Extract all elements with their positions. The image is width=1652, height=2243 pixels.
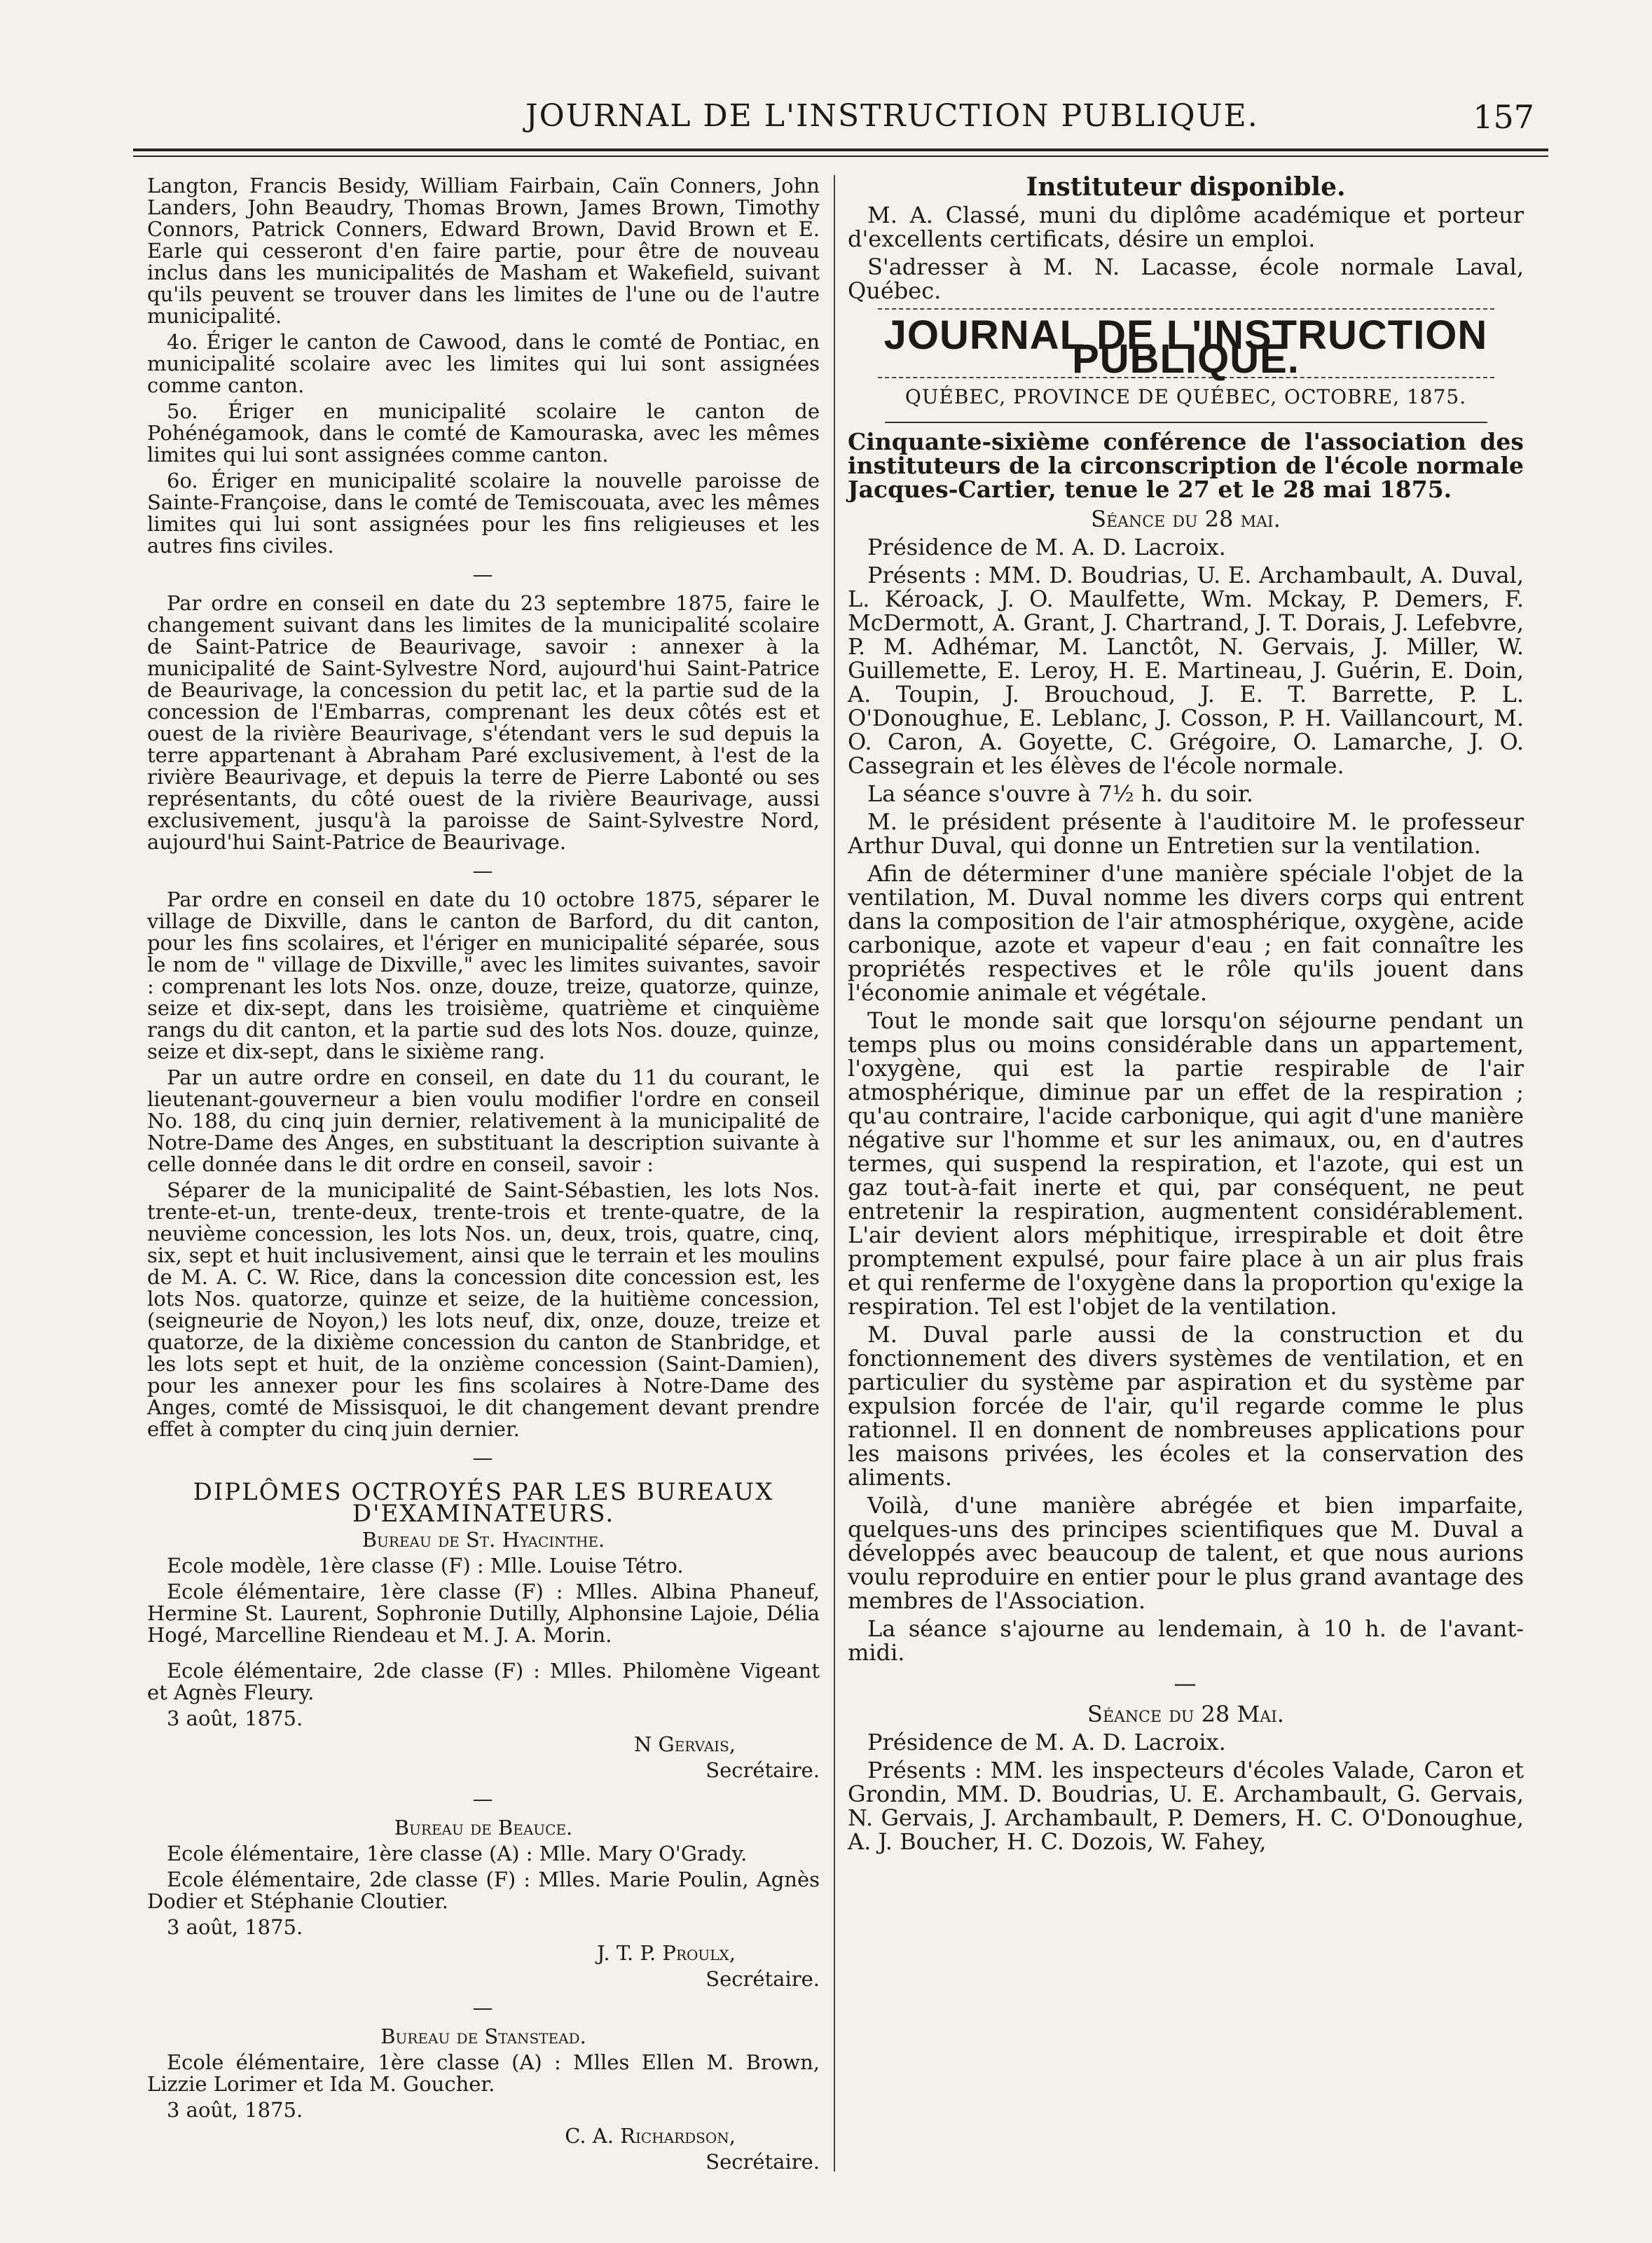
paragraph: M. Duval parle aussi de la construction et du fonctionnement des divers systèmes de ventilation, et en particulier du système par aspiration et du système par expulsion forcée de l'air, qu'il regarde comme le plus rationnel. Il en donnent de nombreuses applications pour les maisons privées, les écoles et la conservation des aliments. — [848, 1321, 1524, 1491]
column-divider — [834, 175, 835, 2172]
running-title: JOURNAL DE L'INSTRUCTION PUBLIQUE. — [525, 98, 1259, 134]
paragraph: Voilà, d'une manière abrégée et bien imparfaite, quelques-uns des principes scientifiques que M. Duval a développés avec beaucoup de talent, et que nous aurions voulu reproduire en entier pour le plus grand avantage des membres de l'Association. — [848, 1492, 1524, 1614]
section-dash: — — [472, 1446, 495, 1470]
presidence: Présidence de M. A. D. Lacroix. — [867, 534, 1226, 560]
paragraph: M. le président présente à l'auditoire M. le professeur Arthur Duval, qui donne un Entretien sur la ventilation. — [848, 808, 1524, 859]
diploma-entry: Ecole élémentaire, 1ère classe (A) : Mlles Ellen M. Brown, Lizzie Lorimer et Ida M. Goucher. — [147, 2050, 820, 2096]
dateline: QUÉBEC, PROVINCE DE QUÉBEC, OCTOBRE, 1875. — [904, 385, 1467, 408]
section-dash: — — [472, 1996, 495, 2020]
signature-role: Secrétaire. — [705, 1967, 820, 1991]
seance-heading: Séance du 28 mai. — [1091, 506, 1281, 532]
paragraph: Par ordre en conseil en date du 10 octobre 1875, séparer le village de Dixville, dans le canton de Barford, du dit canton, pour les fins scolaires, et l'ériger en municipalité séparée, sous le nom de " village de Dixville," avec les limites suivantes, savoir : comprenant les lots Nos. onze, douze, treize, quatorze, quinze, seize et dix-sept, dans les troisième, quatrième et cinquième rangs du dit canton, et la partie sud des lots Nos. douze, quinze, seize et dix-sept, dans le sixième rang. — [147, 888, 820, 1063]
section-dash: — — [472, 563, 495, 586]
page-number: 157 — [1473, 98, 1534, 136]
paragraph: La séance s'ouvre à 7½ h. du soir. — [867, 780, 1254, 807]
presidence: Présidence de M. A. D. Lacroix. — [867, 1729, 1226, 1755]
paragraph: Afin de déterminer d'une manière spéciale l'objet de la ventilation, M. Duval nomme les divers corps qui entrent dans la composition de l'air atmosphérique, oxygène, acide carbonique, azote et vapeur d'eau ; en fait connaître les propriétés respectives et le rôle qu'ils jouent dans l'économie animale et végétale. — [848, 860, 1524, 1006]
paragraph: 6o. Ériger en municipalité scolaire la nouvelle paroisse de Sainte-Françoise, dans le comté de Temiscouata, avec les mêmes limites qui lui sont assignées pour les fins religieuses et les autres fins civiles. — [147, 469, 820, 558]
bureau-heading: Bureau de Stanstead. — [380, 2024, 586, 2048]
journal-title: JOURNAL DE L'INSTRUCTION PUBLIQUE. — [883, 312, 1488, 382]
paragraph: 5o. Ériger en municipalité scolaire le canton de Pohénégamook, dans le comté de Kamouraska, avec les mêmes limites qui lui sont assignées comme canton. — [147, 399, 820, 467]
bureau-heading: Bureau de Beauce. — [394, 1816, 573, 1840]
diploma-entry: Ecole élémentaire, 2de classe (F) : Mlles. Philomène Vigeant et Agnès Fleury. — [147, 1659, 820, 1704]
diplomes-heading: DIPLÔMES OCTROYÉS PAR LES BUREAUX D'EXAMINATEURS. — [193, 1478, 774, 1528]
signature: J. T. P. Proulx, — [597, 1941, 736, 1965]
paragraph: Langton, Francis Besidy, William Fairbain, Caïn Conners, John Landers, John Beaudry, Thomas Brown, James Brown, Timothy Connors, Patrick Conners, Edward Brown, David Brown et E. Earle qui cesseront d'en faire partie, pour être de nouveau inclus dans les municipalités de Masham et Wakefield, suivant qu'ils peuvent se trouver dans les limites de l'une ou de l'autre municipalité. — [147, 174, 820, 328]
paragraph: Séparer de la municipalité de Saint-Sébastien, les lots Nos. trente-et-un, trente-deux, trente-trois et trente-quatre, de la neuvième concession, les lots Nos. un, deux, trois, quatre, cinq, six, sept et huit inclusivement, ainsi que le terrain et les moulins de M. A. C. W. Rice, dans la concession dite concession est, les lots Nos. quatorze, quinze et seize, de la huitième concession, (seigneurie de Noyon,) les lots neuf, dix, onze, douze, treize et quatorze, de la dixième concession du canton de Stanbridge, et les lots sept et huit, de la onzième concession (Saint-Damien), pour les annexer pour les fins scolaires à Notre-Dame des Anges, comté de Missisquoi, le dit changement devant prendre effet à compter du cinq juin dernier. — [147, 1178, 820, 1441]
diploma-entry: Ecole élémentaire, 1ère classe (F) : Mlles. Albina Phaneuf, Hermine St. Laurent, Sophronie Dutilly, Alphonsine Lajoie, Délia Hogé, Marcelline Riendeau et M. J. A. Morin. — [147, 1580, 820, 1647]
right-column — [848, 172, 1524, 1858]
notice-address: S'adresser à M. N. Lacasse, école normale Laval, Québec. — [848, 254, 1524, 304]
signature-role: Secrétaire. — [705, 2150, 820, 2174]
signature: C. A. Richardson, — [565, 2124, 736, 2148]
presents-list: Présents : MM. D. Boudrias, U. E. Archambault, A. Duval, L. Kéroack, J. O. Maulfette, Wm. Mckay, P. Demers, F. McDermott, A. Grant, J. Chartrand, J. T. Dorais, J. Lefebvre, P. M. Adhémar, M. Lanctôt, N. Gervais, J. Miller, W. Guillemette, E. Leroy, H. E. Martineau, J. Guérin, E. Doin, A. Toupin, J. Brouchoud, J. E. T. Barrette, P. L. O'Donoughue, E. Leblanc, J. Cosson, P. H. Vaillancourt, M. O. Caron, A. Goyette, C. Grégoire, O. Lamarche, J. O. Cassegrain et les élèves de l'école normale. — [848, 562, 1524, 779]
bureau-heading: Bureau de St. Hyacinthe. — [362, 1528, 605, 1552]
signature: N Gervais, — [633, 1732, 736, 1756]
section-dash: — — [472, 859, 495, 883]
paragraph: Par ordre en conseil en date du 23 septembre 1875, faire le changement suivant dans les limites de la municipalité scolaire de Saint-Patrice de Beaurivage, savoir : annexer à la municipalité de Saint-Sylvestre Nord, aujourd'hui Saint-Patrice de Beaurivage, la concession du petit lac, et la partie sud de la concession de l'Embarras, comprenant les deux côtés est et ouest de la rivière Beaurivage, s'étendant vers le sud depuis la terre appartenant à Abraham Paré exclusivement, à l'est de la rivière Beaurivage, et depuis la terre de Pierre Labonté ou ses représentants, du côté ouest de la rivière Beaurivage, aussi exclusivement, jusqu'à la paroisse de Saint-Sylvestre Nord, aujourd'hui Saint-Patrice de Beaurivage. — [147, 591, 820, 854]
section-dash: — — [1173, 1670, 1198, 1697]
notice-heading: Instituteur disponible. — [1026, 172, 1346, 202]
presents-list: Présents : MM. les inspecteurs d'écoles Valade, Caron et Grondin, MM. D. Boudrias, U. E. Archambault, G. Gervais, N. Gervais, J. Archambault, P. Demers, H. C. O'Donoughue, A. J. Boucher, H. C. Dozois, W. Fahey, — [848, 1757, 1524, 1855]
conference-title: Cinquante-sixième conférence de l'association des instituteurs de la circonscription de l'école normale Jacques-Cartier, tenue le 27 et le 28 mai 1875. — [848, 428, 1524, 503]
signature-role: Secrétaire. — [705, 1758, 820, 1782]
divider-line — [885, 422, 1487, 423]
page-header — [140, 98, 1541, 140]
paragraph: 4o. Ériger le canton de Cawood, dans le comté de Pontiac, en municipalité scolaire avec les limites qui lui sont assignées comme canton. — [147, 330, 820, 397]
seance-heading: Séance du 28 Mai. — [1087, 1701, 1284, 1727]
divider-line — [878, 308, 1494, 310]
paragraph: Tout le monde sait que lorsqu'on séjourne pendant un temps plus ou moins considérable dans un appartement, l'oxygène, qui est la partie respirable de l'air atmosphérique, diminue par un effet de la respiration ; qu'au contraire, l'acide carbonique, qui agit d'une manière négative sur l'homme et sur les animaux, ou, en d'autres termes, qui suspend la respiration, et l'azote, qui est un gaz tout-à-fait inerte et qui, par conséquent, ne peut entretenir la respiration, augmentent considérablement. L'air devient alors méphitique, irrespirable et doit être promptement expulsé, pour faire place à un air plus frais et qui renferme de l'oxygène dans la proportion qu'exige la respiration. Tel est l'objet de la ventilation. — [848, 1007, 1524, 1320]
diploma-entry: Ecole modèle, 1ère classe (F) : Mlle. Louise Tétro. — [167, 1554, 684, 1578]
diploma-entry: Ecole élémentaire, 2de classe (F) : Mlles. Marie Poulin, Agnès Dodier et Stéphanie Cloutier. — [147, 1868, 820, 1913]
notice-text: M. A. Classé, muni du diplôme académique et porteur d'excellents certificats, désire un emploi. — [848, 202, 1524, 252]
section-dash: — — [472, 1787, 495, 1811]
header-rule-thin — [133, 156, 1548, 157]
header-rule — [133, 149, 1548, 151]
left-column — [147, 175, 820, 2177]
diploma-date: 3 août, 1875. — [167, 1915, 303, 1939]
diploma-date: 3 août, 1875. — [167, 1706, 303, 1730]
paragraph: La séance s'ajourne au lendemain, à 10 h. de l'avant-midi. — [848, 1615, 1524, 1666]
diploma-date: 3 août, 1875. — [167, 2098, 303, 2122]
diploma-entry: Ecole élémentaire, 1ère classe (A) : Mlle. Mary O'Grady. — [167, 1842, 748, 1865]
paragraph: Par un autre ordre en conseil, en date du 11 du courant, le lieutenant-gouverneur a bien voulu modifier l'ordre en conseil No. 188, du cinq juin dernier, relativement à la municipalité de Notre-Dame des Anges, en substituant la description suivante à celle donnée dans le dit ordre en conseil, savoir : — [147, 1065, 820, 1176]
